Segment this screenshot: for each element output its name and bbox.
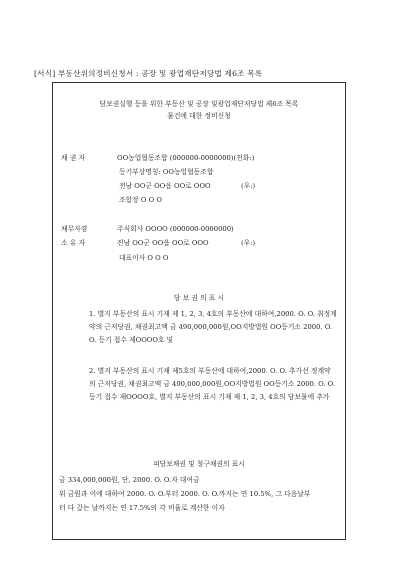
creditor-name: OO농업협동조합 (000000-0000000)(전화:) [117,154,255,162]
document-frame [52,82,346,540]
creditor-registered-name: 등기부상명칭: OO농업협동조합 [119,168,214,176]
document-title-line1: 담보권실행 등을 위한 부동산 및 공장 및광업재단저당법 제6조 목록 [99,100,299,108]
debtor-postal: (우:) [241,239,256,247]
creditor-head: 조합장 O O O [119,196,162,204]
document-title-line2: 물건에 대한 정비신청 [167,112,231,120]
debtor-head: 대표이사 O O O [119,254,169,262]
creditor-postal: (우:) [241,182,256,190]
claim-interest-line1: 위 금원과 이에 대하여 2000. O. O.부터 2000. O. O.까지는 연 10.5%, 그 다음날부 [59,490,311,498]
claim-heading: 피담보채권 및 청구채권의 표시 [153,460,245,468]
creditor-address: 전남 OO군 OO읍 OO로 OOO [119,182,211,190]
debtor-label: 채무자겸 [61,225,88,233]
creditor-label: 채 권 자 [61,154,86,162]
collateral-item-1: 1. 별지 부동산의 표시 기재 제 1, 2, 3, 4호의 부동산에 대하여,2000. O. O. 취정계약의 근저당권, 채권최고액 금 490,000,000원,OO지방법원 OO등기소 2000. O. O. 등기 접수 제OOOO호 및 [89,310,337,344]
claim-interest-line2: 터 다 갚는 날까지는 연 17.5%의 각 비율로 계산한 이자 [59,504,225,512]
collateral-heading: 담 보 권 의 표 시 [173,294,225,302]
claim-amount: 금 334,000,000원, 단, 2000. O. O.자 대여금 [59,476,200,484]
debtor-name: 주식회사 OOOO (000000-0000000) [117,225,234,233]
form-label: [서식] 부동산위의정비신청서 : 공장 및 광업재단저당법 제6조 목록 [34,69,263,78]
debtor-address: 전남 OO군 OO읍 OO로 OOO [117,239,209,247]
owner-label: 소 유 자 [61,239,86,247]
collateral-item-2: 2. 별지 부동산의 표시 기재 제5호의 부동산에 대하여,2000. O. O. 추가선 정계약의 근저당권, 채권최고액 금 490,000,000원,OO지방법원 OO등기소 2000. O. O. 등기 접수 제OOOO호, 별지 부동산의 표시 기재 제 1, 2, 3, 4호의 담보물에 추가 [89,367,336,401]
